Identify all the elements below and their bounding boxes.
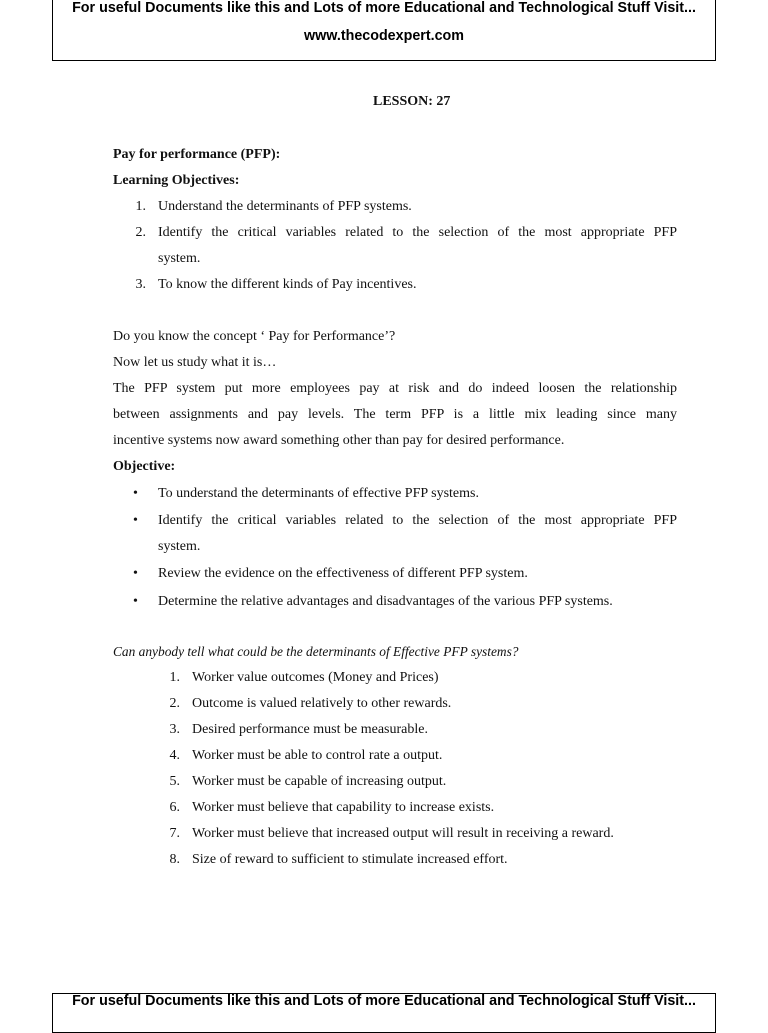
header-banner (52, 0, 716, 61)
list-item: To understand the determinants of effective PFP systems. (158, 486, 479, 501)
bullet-marker: • (133, 513, 138, 528)
list-number: 2. (169, 696, 180, 711)
list-item: Determine the relative advantages and disadvantages of the various PFP systems. (158, 594, 613, 609)
banner-promo-text: For useful Documents like this and Lots of more Educational and Technological Stuff Visit... (72, 0, 696, 16)
list-item: Size of reward to sufficient to stimulate increased effort. (192, 852, 508, 867)
list-number: 6. (169, 800, 180, 815)
list-item: Understand the determinants of PFP systems. (158, 199, 412, 214)
list-number: 3. (169, 722, 180, 737)
list-item: Worker value outcomes (Money and Prices) (192, 670, 439, 685)
bullet-marker: • (133, 486, 138, 501)
list-item: Worker must be able to control rate a output. (192, 748, 443, 763)
lesson-title: LESSON: 27 (373, 94, 451, 109)
intro-paragraph-line: incentive systems now award something other than pay for desired performance. (113, 433, 565, 448)
learning-objectives-title: Learning Objectives: (113, 173, 240, 188)
intro-paragraph-line: The PFP system put more employees pay at risk and do indeed loosen the relationship (113, 381, 677, 396)
list-item: Outcome is valued relatively to other rewards. (192, 696, 452, 711)
intro-paragraph-line: between assignments and pay levels. The term PFP is a little mix leading since many (113, 407, 677, 422)
footer-banner (52, 993, 716, 1033)
intro-question: Do you know the concept ‘ Pay for Performance’? (113, 329, 396, 344)
list-number: 2. (135, 225, 146, 240)
list-number: 4. (169, 748, 180, 763)
list-item: Identify the critical variables related to the selection of the most appropriate PFP (158, 225, 677, 240)
banner-website-link[interactable]: www.thecodexpert.com (304, 28, 464, 44)
list-item: Review the evidence on the effectiveness of different PFP system. (158, 566, 528, 581)
intro-study: Now let us study what it is… (113, 355, 277, 370)
list-number: 5. (169, 774, 180, 789)
list-item: To know the different kinds of Pay incentives. (158, 277, 417, 292)
list-item: Identify the critical variables related to the selection of the most appropriate PFP (158, 513, 677, 528)
list-number: 1. (135, 199, 146, 214)
objective-title: Objective: (113, 459, 176, 474)
list-item: Desired performance must be measurable. (192, 722, 428, 737)
list-item: Worker must believe that increased output will result in receiving a reward. (192, 826, 614, 841)
list-item-continuation: system. (158, 539, 201, 554)
section-heading: Pay for performance (PFP): (113, 147, 281, 162)
bullet-marker: • (133, 594, 138, 609)
determinants-question: Can anybody tell what could be the determinants of Effective PFP systems? (113, 644, 519, 659)
list-item-continuation: system. (158, 251, 201, 266)
list-number: 3. (135, 277, 146, 292)
list-item: Worker must believe that capability to increase exists. (192, 800, 495, 815)
banner-promo-text: For useful Documents like this and Lots of more Educational and Technological Stuff Visit... (72, 993, 696, 1009)
list-item: Worker must be capable of increasing output. (192, 774, 447, 789)
list-number: 8. (169, 852, 180, 867)
list-number: 7. (169, 826, 180, 841)
bullet-marker: • (133, 566, 138, 581)
list-number: 1. (169, 670, 180, 685)
